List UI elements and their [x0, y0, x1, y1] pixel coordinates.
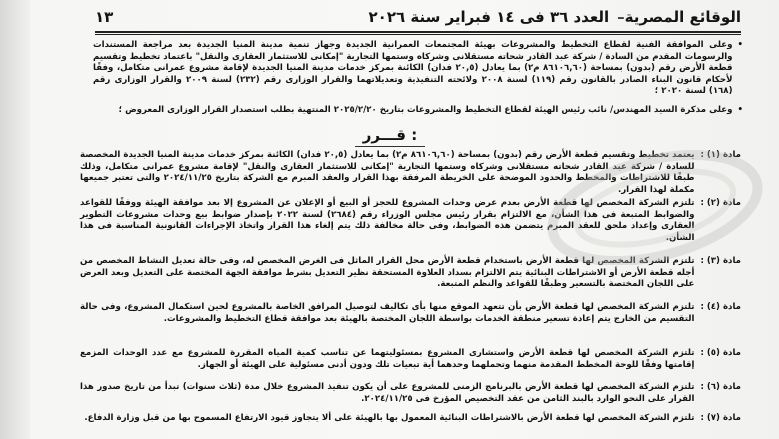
article-label: مادة (٤) : [700, 302, 741, 312]
article-label: مادة (٢) : [700, 198, 741, 208]
article-text: تلتزم الشركة المخصص لها قطعة الأرض باستخدام قطعة الأرض محل القرار الماثل فى الغرض المخصص له، وفى حالة تعديل النشاط المخصص من أجله قطعة الأرض أو الاشتراطات البنائية يتم الالتزام بسداد العلاوة المستحقة نظير التعديل بشرط موافقة الجهة المختصة على التعديل وبعد العرض على اللجان المختصة بالتسعير وطبقًا للقواعد والنظم المتبعة. [80, 256, 695, 290]
journal-title: الوقائع المصرية [624, 8, 741, 26]
preamble-text: وعلى مذكرة السيد المهندس/ نائب رئيس الهيئة لقطاع التخطيط والمشروعات بتاريخ ٢٠٢٥/٢/٢٠ المنتهية بطلب استصدار القرار الوزارى المعروض ؛ [118, 105, 733, 115]
article-text: تلتزم الشركة المخصص لها قطعة الأرض بالاشتراطات البنائية المعمول بها بالهيئة على ألا يتجاوز قيود الارتفاع المسموح بها من قبل وزارة الدفاع. [84, 413, 695, 423]
article-label: مادة (٥) : [700, 348, 741, 358]
bullet-marker: • [737, 105, 743, 115]
article-label: مادة (٣) : [700, 256, 741, 266]
article-3 [80, 256, 741, 291]
preamble-text: وعلى الموافقة الفنية لقطاع التخطيط والمشروعات بهيئة المجتمعات العمرانية الجديدة وجهاز تنمية مدينة المنيا الجديدة بعد مراجعة المستندات والرسومات المقدم من السادة / شركة عبد القادر شحاته مستقلانى وشركاه وستمها التجارية "إمكانى للاستثمار العقارى والنقل" باعتماد تخطيط وتقسيم قطعة الأرض رقم (بدون) بمساحة (٨٦١٠٦,٦٠ م٢) بما يعادل (٢٠,٥ فدان) الكائنة بمركز خدمات مدينة المنيا الجديدة لإقامة مشروع عمرانى متكامل، وفقًا لأحكام قانون البناء الصادر بالقانون رقم (١١٩) لسنة ٢٠٠٨ ولائحته التنفيذية وتعديلاتهما والقرار الوزارى رقم (٢٣٢) لسنة ٢٠٠٩ والقرار الوزارى رقم (١٦٨) لسنة ٢٠٢٠ ؛ [93, 40, 733, 97]
article-label: مادة (٦) : [700, 382, 741, 392]
page-number: ١٣ [95, 8, 114, 26]
article-1 [80, 150, 741, 196]
page-header [95, 6, 741, 28]
preamble-paragraph-2 [93, 105, 743, 117]
article-6 [80, 382, 741, 405]
preamble-paragraph-1 [93, 40, 743, 98]
decision-heading: قـــرر : [355, 126, 425, 147]
header-rule [95, 31, 741, 35]
article-text: تلتزم الشركة المخصص لها قطعة الأرض واستشارى المشروع بمسئوليتهما عن تناسب كمية المياه المقررة للمشروع مع عدد الوحدات المزمع إقامتها وفقًا للوحة المخطط المقدمة منهما وتحملهما وحدهما أية تبعيات تلك ودون أدنى مسئولية على الهيئة أو الجهاز. [80, 348, 695, 370]
article-7 [80, 413, 741, 425]
article-text: تلتزم الشركة المخصص لها قطعة الأرض بعدم عرض وحدات المشروع للحجز أو البيع أو الإعلان عن المشروع إلا بعد موافقة الهيئة ووفقًا للقواعد والضوابط المتبعة فى هذا الشأن، مع الالتزام بقرار رئيس مجلس الوزراء رقم (٢٦٨٤) لسنة ٢٠٢٢ بإصدار ضوابط بيع وحدات مشروعات التطوير العقارى وإعداد ملحق للعقد المبرم يتضمن هذه الضوابط، وفى حالة مخالفة ذلك يتم إلغاء هذا القرار واتخاذ الإجراءات القانونية المناسبة فى هذا الشأن. [80, 198, 695, 243]
article-5 [80, 348, 741, 371]
article-text: يعتمد تخطيط وتقسيم قطعة الأرض رقم (بدون) بمساحة (٨٦١٠٦,٦٠ م٢) بما يعادل (٢٠,٥ فدان) الكائنة بمركز خدمات مدينة المنيا الجديدة المخصصة للسادة / شركة عبد القادر شحاته مستقلانى وشركاه وستمها التجارية "إمكانى للاستثمار العقارى والنقل" لإقامة مشروع عمرانى متكامل، وذلك طبقًا للاشتراطات والمخطط والحدود الموضحة على الخريطة المرفقة بهذا القرار والعقد المبرم مع الشركة بتاريخ ٢٠٢٤/١١/٢٥ والتى تعتبر جميعها مكملة لهذا القرار. [80, 150, 695, 195]
article-text: تلتزم الشركة المخصص لها قطعة الأرض بأن تتعهد الموقع منها بأى تكاليف لتوصيل المرافق الخاصة بالمشروع لحين استكمال المشروع، وفى حالة التقسيم من الخارج يتم إعادة تسعير منطقة الخدمات بواسطة اللجان المختصة بالهيئة بعد موافقة قطاع التخطيط والمشروعات. [80, 302, 695, 324]
bullet-marker: • [737, 40, 743, 50]
scan-margin-shadow [0, 0, 30, 439]
article-4 [80, 302, 741, 325]
article-label: مادة (٧) : [700, 413, 741, 423]
article-label: مادة (١) : [700, 150, 741, 160]
article-text: تلتزم الشركة المخصص لها قطعة الأرض بالبرنامج الزمنى للمشروع على أن يكون تنفيذ المشروع خلال مدة (ثلاث سنوات) تبدأ من تاريخ صدور هذا القرار على النحو الوارد بالبند الثامن من عقد التخصيص المؤرخ فى ٢٠٢٤/١١/٢٥. [80, 382, 695, 404]
article-2 [80, 198, 741, 244]
header-separator: – [617, 8, 625, 26]
issue-info: العدد ٣٦ فى ١٤ فبراير سنة ٢٠٢٦ [368, 8, 610, 26]
